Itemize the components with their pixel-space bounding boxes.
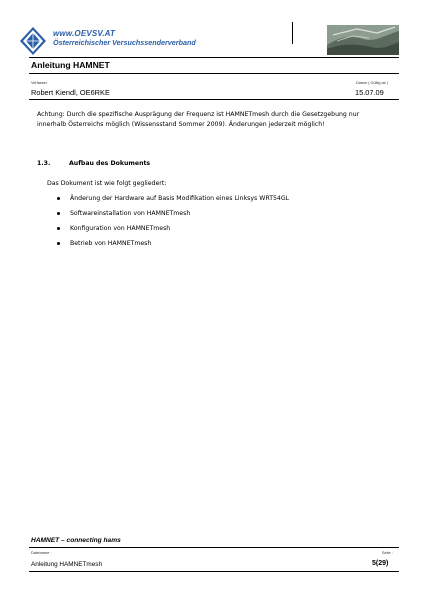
page-number: 5(29)	[372, 560, 389, 567]
header-photo-image	[327, 25, 399, 55]
section-number: 1.3.	[37, 160, 51, 167]
author-value: Robert Kiendl, OE6RKE	[31, 88, 110, 97]
list-item	[57, 239, 289, 254]
list-item-text: Änderung der Hardware auf Basis Modifikation eines Linksys WRT54GL	[70, 195, 290, 202]
bullet-icon	[57, 227, 60, 230]
footer-filename: Anleitung HAMNETmesh	[31, 561, 103, 568]
date-label: Datum ( Gültig ab )	[356, 81, 389, 85]
author-rule	[29, 99, 399, 100]
logo-org-name: Österreichischer Versuchssenderverband	[53, 38, 196, 47]
footer-rule-bottom	[29, 571, 399, 572]
list-item	[57, 194, 289, 209]
author-label: Verfasser	[31, 81, 48, 85]
list-item-text: Softwareinstallation von HAMNETmesh	[70, 210, 191, 217]
header-divider	[292, 22, 293, 44]
date-value: 15.07.09	[355, 88, 384, 97]
bullet-icon	[57, 242, 60, 245]
bullet-icon	[57, 212, 60, 215]
document-title: Anleitung HAMNET	[31, 60, 110, 70]
bullet-icon	[57, 197, 60, 200]
filename-label: Dateiname :	[31, 551, 52, 555]
title-rule	[29, 73, 399, 74]
footer-tagline: HAMNET – connecting hams	[31, 537, 121, 544]
logo-url-text: www.OEVSV.AT	[53, 29, 116, 38]
page-label: Seite :	[382, 551, 393, 555]
header-top-rule	[29, 57, 399, 58]
notice-paragraph: Achtung: Durch die spezifische Ausprägung der Frequenz ist HAMNETmesh durch die Gesetzgebung nur innerhalb Österreichs möglich (Wissensstand Sommer 2009). Änderungen jederzeit möglich!	[37, 111, 360, 128]
list-item	[57, 209, 289, 224]
section-title: Aufbau des Dokuments	[69, 160, 151, 167]
intro-text: Das Dokument ist wie folgt gegliedert:	[47, 180, 167, 187]
list-item-text: Betrieb von HAMNETmesh	[70, 240, 152, 247]
list-item	[57, 224, 289, 239]
oevsv-logo-icon	[19, 26, 47, 56]
footer-rule-top	[29, 547, 399, 548]
list-item-text: Konfiguration von HAMNETmesh	[70, 225, 171, 232]
structure-list	[57, 194, 289, 254]
